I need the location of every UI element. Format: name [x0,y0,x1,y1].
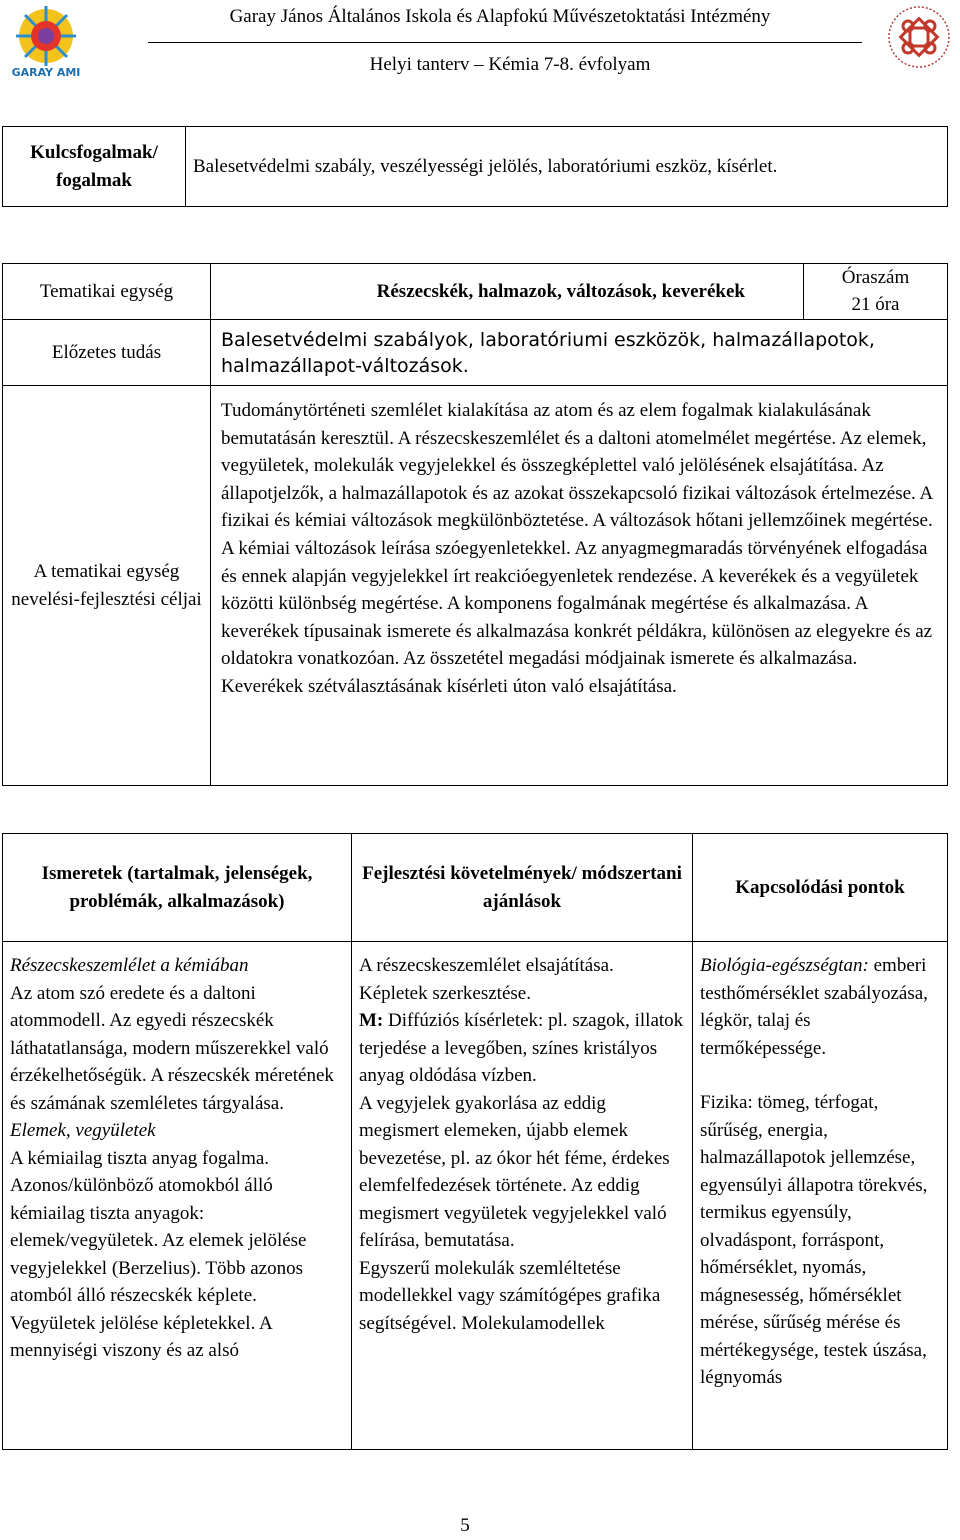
key-concepts-value: Balesetvédelmi szabály, veszélyességi jelölés, laboratóriumi eszköz, kísérlet. [186,127,948,207]
connections-cell [693,942,948,1450]
theme-value: Részecskék, halmazok, változások, keverékek [211,264,804,320]
prior-knowledge-value: Balesetvédelmi szabályok, laboratóriumi eszközök, halmazállapotok, halmazállapot-változások. [211,320,948,386]
requirements-cell [352,942,693,1450]
knowledge-heading-particles: Részecskeszemlélet a kémiában [10,955,249,976]
requirements-text-2: Diffúziós kísérletek: pl. szagok, illatok terjedése a levegőben, színes kristályos anyag oldódása vízben. [359,1010,684,1086]
hours-label: Óraszám [841,267,910,288]
content-table [2,833,948,1450]
physics-text: Fizika: tömeg, térfogat, sűrűség, energia, halmazállapotok jellemzése, egyensúlyi állapotra törekvés, termikus egyensúly, olvadáspont, forráspont, hőmérséklet, nyomás, mágnesesség, hőmérséklet mérése, sűrűség mérése és mértékegysége, testek úszása, légnyomás [700,1092,928,1388]
col-header-connections: Kapcsolódási pontok [693,834,948,942]
logo-text: GARAY AMI [11,66,81,79]
knowledge-text-elements: A kémiailag tiszta anyag fogalma. Azonos/különböző atomokból álló kémiailag tiszta anyagok: elemek/vegyületek. Az elemek jelölése vegyjelekkel (Berzelius). Több azonos atomból álló részecskék képlete. Vegyületek jelölése képletekkel. A mennyiségi viszony és az alsó [10,1147,307,1361]
school-logo [8,4,84,80]
knot-emblem-icon [886,4,952,70]
theme-label: Tematikai egység [3,264,211,320]
requirements-text-4: Egyszerű molekulák szemléltetése modellekkel vagy számítógépes grafika segítségével. Molekulamodellek [359,1257,661,1334]
page-number: 5 [460,1515,470,1536]
requirements-text-1: A részecskeszemlélet elsajátítása. Képletek szerkesztése. [359,955,614,1004]
knowledge-text-particles: Az atom szó eredete és a daltoni atommodell. Az egyedi részecskék láthatatlansága, modern műszerekkel való érzékelhetőségük. A részecskék méretének és számának szemléletes tárgyalása. [10,982,334,1114]
key-concepts-table [2,126,948,207]
goals-value: Tudománytörténeti szemlélet kialakítása az atom és az elem fogalmak kialakulásának bemutatásán keresztül. A részecskeszemlélet és a daltoni atomelmélet megértése. Az elemek, vegyületek, molekulák vegyjelekkel és összegképlettel való jelölésének elsajátítása. Az állapotjelzők, a halmazállapotok és az azokat összekapcsoló fizikai változások értelmezése. A fizikai és kémiai változások megkülönböztetése. A változások hőtani jellemzőinek megértése. A kémiai változások leírása szóegyenletekkel. Az anyagmegmaradás törvényének elfogadása és ennek alapján vegyjelekkel írt reakcióegyenletek rendezése. A keverékek és a vegyületek közötti különbség megértése. A komponens fogalmának megértése és alkalmazása. A keverékek típusainak ismerete és alkalmazása konkrét példákra, különösen az elegyekre és az oldatokra vonatkozóan. Az összetétel megadási módjainak ismerete és alkalmazása. Keverékek szétválasztásának kísérleti úton való elsajátítása. [211,386,948,786]
header-divider [148,42,862,43]
col-header-requirements: Fejlesztési követelmények/ módszertani ajánlások [352,834,693,942]
method-label: M: [359,1010,384,1031]
requirements-text-3: A vegyjelek gyakorlása az eddig megismert elemeken, újabb elemek bevezetése, pl. az ókor hét féme, érdekes elemfelfedezések története. Az eddig megismert vegyületek vegyjelekkel való felírása, bemutatása. [359,1092,670,1251]
col-header-knowledge: Ismeretek (tartalmak, jelenségek, problémák, alkalmazások) [3,834,352,942]
hours-value: 21 óra [851,294,900,315]
curriculum-subtitle: Helyi tanterv – Kémia 7-8. évfolyam [369,54,651,75]
biology-text: emberi testhőmérséklet szabályozása, légkör, talaj és termőképessége. [700,955,928,1059]
thematic-unit-table [2,263,948,786]
school-name: Garay János Általános Iskola és Alapfokú Művészetoktatási Intézmény [229,6,771,27]
knowledge-heading-elements: Elemek, vegyületek [10,1120,156,1141]
goals-label: A tematikai egység nevelési-fejlesztési céljai [3,386,211,786]
requirements-diffusion [359,1007,685,1090]
prior-knowledge-label: Előzetes tudás [3,320,211,386]
hours-cell [804,264,948,320]
knowledge-cell [3,942,352,1450]
biology-label: Biológia-egészségtan: [700,955,869,976]
key-concepts-label: Kulcsfogalmak/ fogalmak [3,127,186,207]
